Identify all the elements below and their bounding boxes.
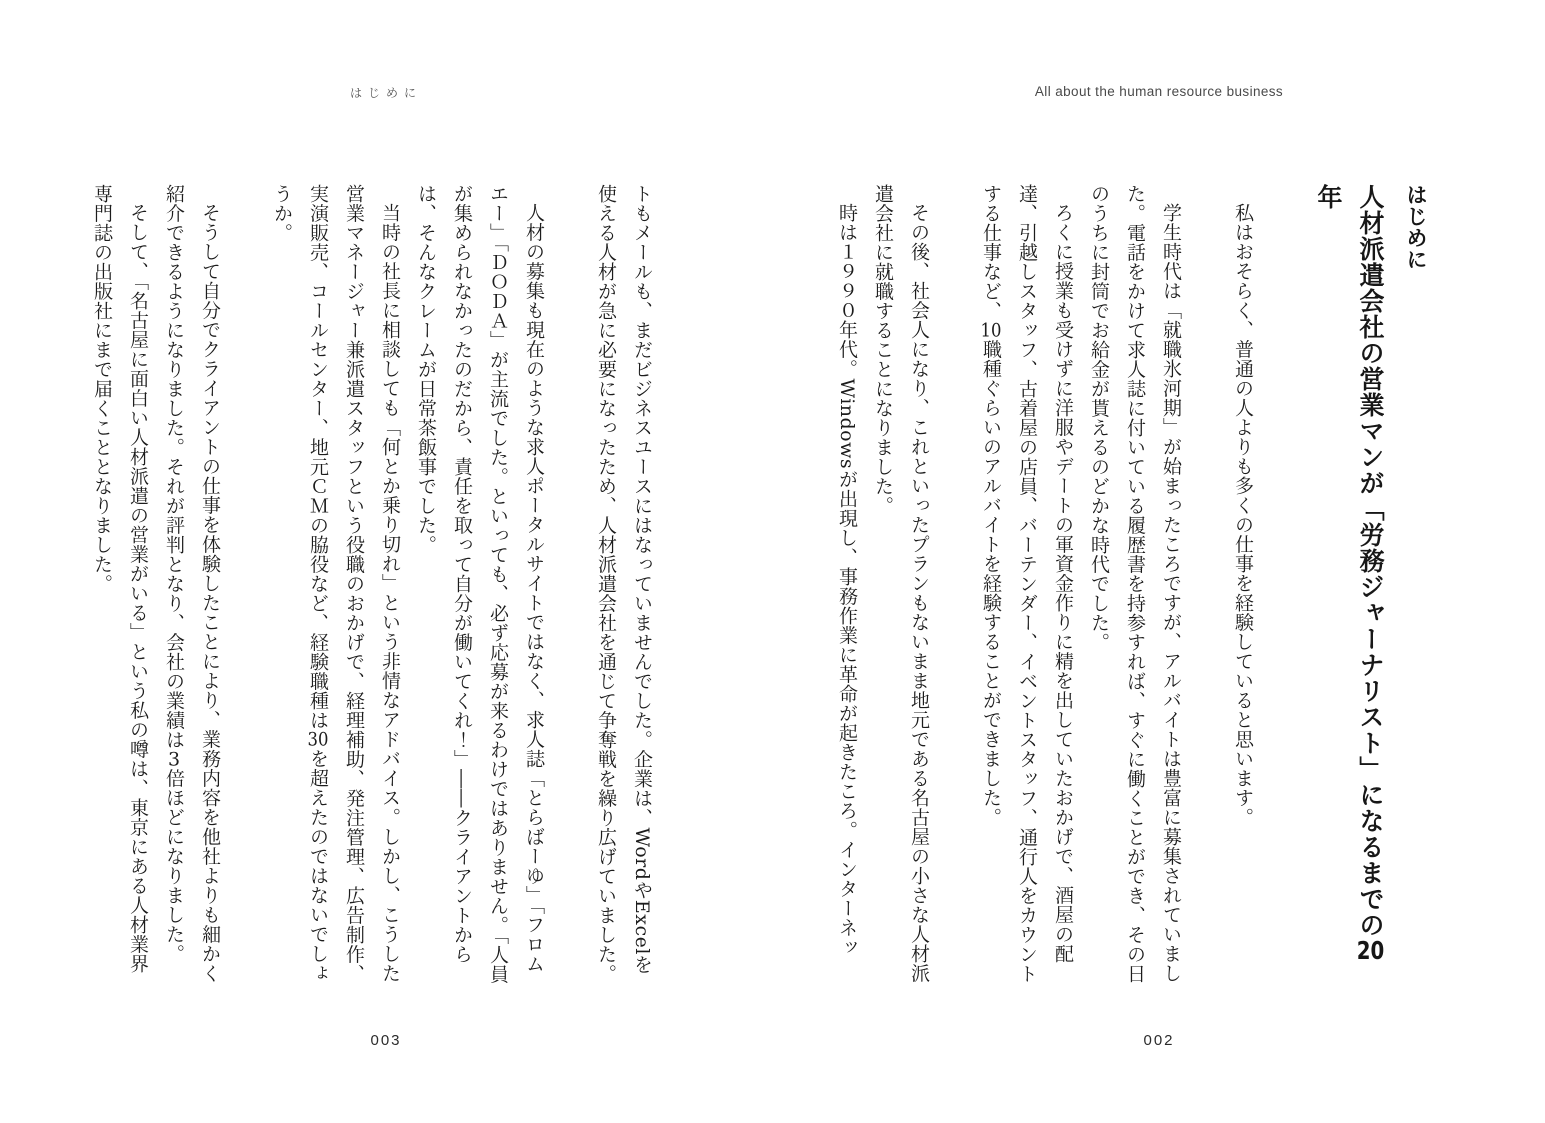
- chapter-title: 人材派遣会社の営業マンが「労務ジャーナリスト」になるまでの20年: [1314, 184, 1385, 963]
- section-kicker: はじめに: [1404, 184, 1428, 270]
- paragraph: そして、「名古屋に面白い人材派遣の営業がいる」という私の噂は、東京にある人材業界専門誌の出版社にまで届くこととなりました。: [91, 184, 149, 974]
- page-number-left: 003: [370, 1032, 402, 1049]
- page-number-right: 002: [1143, 1032, 1175, 1049]
- paragraph: 学生時代は「就職氷河期」が始まったころですが、アルバイトは豊富に募集されていました。電話をかけて求人誌に付いている履歴書を持参すれば、すぐに働くことができ、その日のうちに封筒でお給金が貰えるのどかな時代でした。: [1088, 184, 1182, 984]
- paragraph: 私はおそらく、普通の人よりも多くの仕事を経験していると思います。: [1232, 203, 1254, 827]
- paragraph: ろくに授業も受けずに洋服やデートの軍資金作りに精を出していたおかげで、酒屋の配達、引越しスタッフ、古着屋の店員、バーテンダー、イベントスタッフ、通行人をカウントする仕事など、10職種ぐらいのアルバイトを経験することができました。: [980, 184, 1074, 984]
- paragraph: そうして自分でクライアントの仕事を体験したことにより、業務内容を他社よりも細かく紹介できるようになりました。それが評判となり、会社の業績は3倍ほどになりました。: [163, 184, 221, 983]
- running-head-japanese: はじめに: [349, 86, 422, 100]
- page-right: [773, 0, 1545, 1123]
- paragraph: トもメールも、まだビジネスユースにはなっていませんでした。企業は、WordやExcelを使える人材が急に必要になったため、人材派遣会社を通じて争奪戦を繰り広げていました。: [595, 184, 653, 984]
- running-head-english: All about the human resource business: [1034, 84, 1284, 99]
- paragraph: その後、社会人になり、これといったプランもないまま地元である名古屋の小さな人材派遣会社に就職することになりました。: [872, 184, 930, 983]
- page-left-body: [84, 184, 660, 984]
- paragraph: 人材の募集も現在のような求人ポータルサイトではなく、求人誌「とらばーゆ」「フロムエー」「ＤＯＤＡ」が主流でした。といっても、必ず応募が来るわけではありません。「人員が集められなかったのだから、責任を取って自分が働いてくれ！」――クライアントからは、そんなクレームが日常茶飯事でした。: [415, 184, 545, 984]
- page-left: [0, 0, 772, 1123]
- paragraph: 時は１９９０年代。Windowsが出現し、事務作業に革命が起きたころ。インターネッ: [836, 203, 858, 957]
- paragraph: 当時の社長に相談しても「何とか乗り切れ」という非情なアドバイス。しかし、こうした営業マネージャー兼派遣スタッフという役職のおかげで、経理補助、発注管理、広告制作、実演販売、コールセンター、地元ＣＭの脇役など、経験職種は30を超えたのではないでしょうか。: [271, 184, 401, 984]
- page-right-body: [829, 184, 1433, 984]
